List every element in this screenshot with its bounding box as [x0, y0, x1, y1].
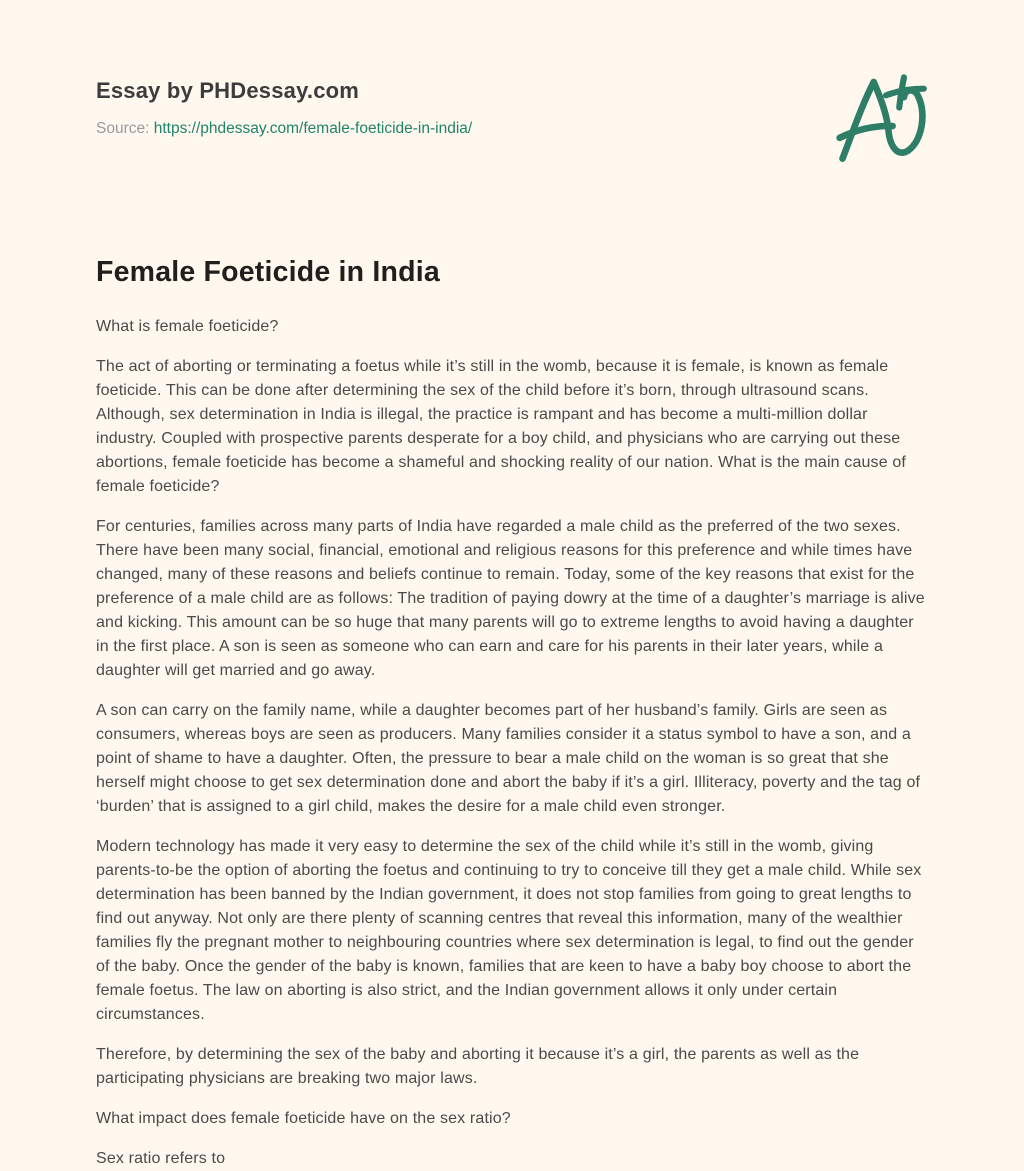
page-title: Female Foeticide in India — [96, 256, 440, 288]
paragraph-causes: For centuries, families across many parts of India have regarded a male child as the preferred of the two sexes. There have been many social, financial, emotional and religious reasons for this preference and while times have changed, many of these reasons and beliefs continue to remain. Today, some of the key reasons that exist for the preference of a male child are as follows: The tradition of paying dowry at the time of a daughter’s marriage is alive and kicking. This amount can be so huge that many parents will go to extreme lengths to avoid having a daughter in the first place. A son is seen as someone who can earn and care for his parents in their later years, while a daughter will get married and go away. — [96, 518, 925, 679]
paragraph-family-preference: A son can carry on the family name, while a daughter becomes part of her husband’s family. Girls are seen as consumers, whereas boys are seen as producers. Many families consider it a status symbol to have a son, and a point of shame to have a daughter. Often, the pressure to bear a male child on the woman is so great that she herself might choose to get sex determination done and abort the baby if it’s a girl. Illiteracy, poverty and the tag of ‘burden’ that is assigned to a girl child, makes the desire for a male child even stronger. — [96, 702, 921, 815]
paragraph-sex-ratio-question: What impact does female foeticide have on the sex ratio? — [96, 1110, 511, 1127]
essay-body — [96, 315, 928, 1171]
paragraph-technology: Modern technology has made it very easy to determine the sex of the child while it’s still in the womb, giving parents-to-be the option of aborting the foetus and continuing to try to conceive till they get a male child. While sex determination has been banned by the Indian government, it does not stop families from going to great lengths to find out anyway. Not only are there plenty of scanning centres that reveal this information, many of the wealthier families fly the pregnant mother to neighbouring countries where sex determination is legal, to find out the gender of the baby. Once the gender of the baby is known, families that are keen to have a baby boy choose to abort the female foetus. The law on aborting is also strict, and the Indian government allows it only under certain circumstances. — [96, 838, 922, 1023]
paragraph-laws: Therefore, by determining the sex of the baby and aborting it because it’s a girl, the parents as well as the participating physicians are breaking two major laws. — [96, 1046, 860, 1087]
source-line — [96, 120, 472, 138]
paragraph-sex-ratio-definition: Sex ratio refers to — [96, 1150, 226, 1167]
header-text-block — [96, 70, 472, 138]
phdessay-a-plus-logo-icon — [838, 66, 934, 170]
essay-byline: Essay by PHDessay.com — [96, 78, 360, 103]
source-url-link[interactable]: https://phdessay.com/female-foeticide-in-india/ — [153, 120, 473, 137]
paragraph-intro-question: What is female foeticide? — [96, 318, 279, 335]
source-label: Source: — [96, 120, 150, 137]
paragraph-definition: The act of aborting or terminating a foetus while it’s still in the womb, because it is female, is known as female foeticide. This can be done after determining the sex of the child before it’s born, through ultrasound scans. Although, sex determination in India is illegal, the practice is rampant and has become a multi-million dollar industry. Coupled with prospective parents desperate for a boy child, and physicians who are carrying out these abortions, female foeticide has become a shameful and shocking reality of our nation. What is the main cause of female foeticide? — [96, 358, 906, 495]
page-header — [96, 70, 928, 170]
